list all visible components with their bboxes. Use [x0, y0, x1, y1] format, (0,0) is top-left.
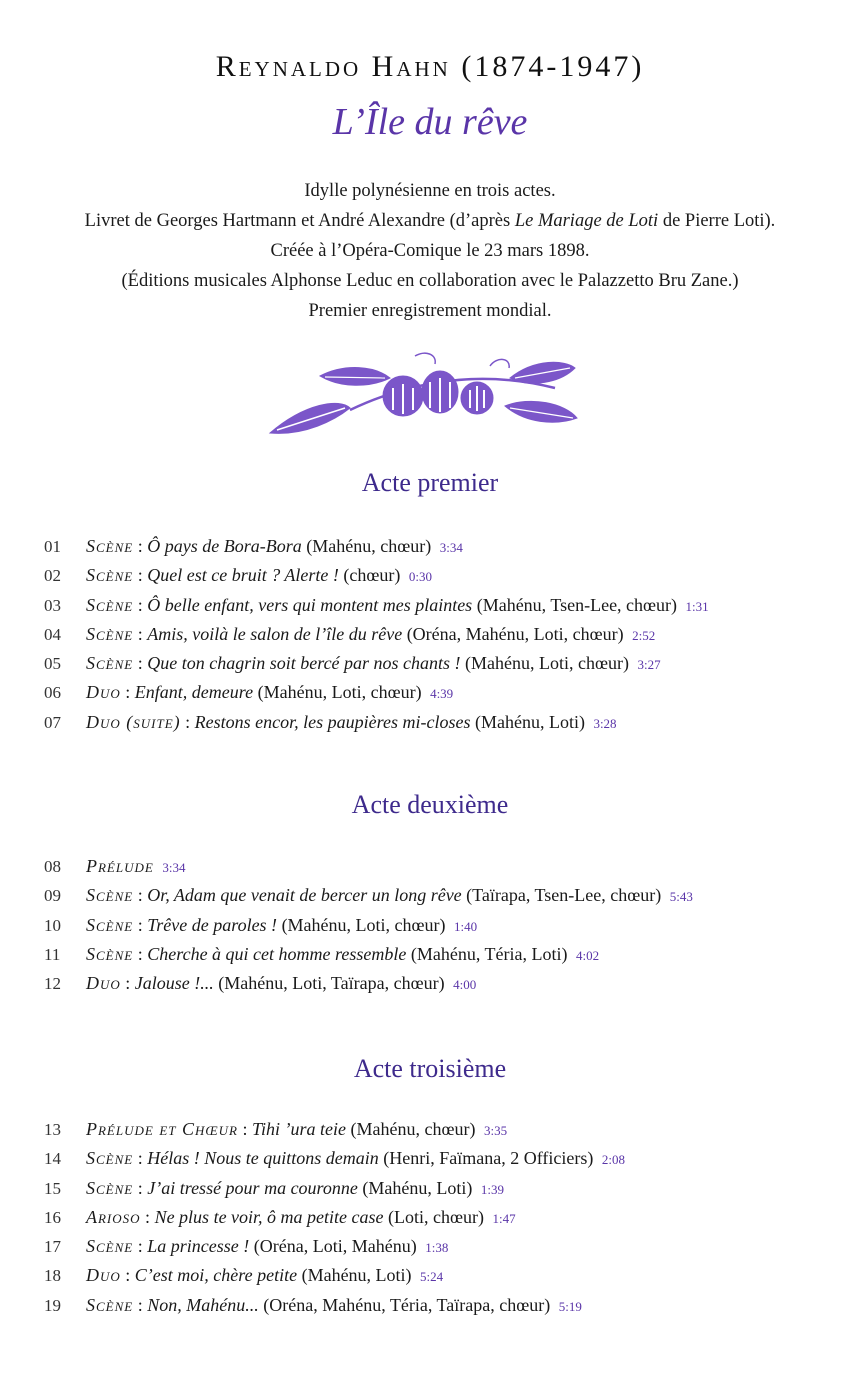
- track-cast: (Mahénu, Loti, chœur): [253, 682, 422, 703]
- track-duration: 1:39: [480, 1181, 504, 1197]
- track-entry: [86, 1203, 516, 1233]
- track-duration: 0:30: [408, 569, 432, 585]
- track-cast: (Loti, chœur): [383, 1206, 484, 1227]
- track-cast: (Taïrapa, Tsen-Lee, chœur): [461, 885, 662, 906]
- tracklist-act-1: [0, 532, 860, 737]
- track-separator: :: [133, 565, 148, 586]
- track-title: Tihi ’ura teie: [252, 1119, 347, 1139]
- track-type: Scène: [86, 594, 134, 615]
- track-entry: [86, 649, 661, 679]
- track-cast: (Mahénu, Loti): [357, 1177, 473, 1198]
- track-number: 12: [44, 974, 61, 994]
- track-type: Arioso: [86, 1206, 141, 1227]
- track-number: 02: [44, 566, 61, 586]
- track-number: 17: [44, 1237, 61, 1257]
- track-title: Ô belle enfant, vers qui montent mes plaintes: [147, 594, 473, 615]
- track-entry: [86, 1174, 504, 1204]
- track-separator: :: [120, 1265, 135, 1286]
- track-cast: (Mahénu, Loti): [470, 711, 585, 732]
- track-type: Scène: [86, 885, 134, 906]
- track-title: J’ai tressé pour ma couronne: [147, 1177, 358, 1198]
- track-separator: :: [133, 1148, 148, 1169]
- track-separator: :: [133, 943, 148, 964]
- track-type: Scène: [86, 1236, 134, 1257]
- track-row: [0, 1261, 860, 1290]
- track-cast: (Mahénu, chœur): [301, 536, 432, 556]
- track-number: 11: [44, 944, 61, 964]
- track-row: [0, 532, 860, 561]
- track-separator: :: [120, 973, 135, 994]
- track-entry: [86, 678, 453, 708]
- track-duration: 3:34: [162, 860, 186, 875]
- track-type: Prélude: [86, 856, 154, 876]
- track-row: [0, 852, 860, 881]
- intro-block: [0, 176, 860, 326]
- track-duration: 1:47: [492, 1210, 516, 1226]
- intro-libretto: Livret de Georges Hartmann et André Alexandre (d’après Le Mariage de Loti de Pierre Loti).: [84, 211, 776, 231]
- track-entry: [86, 532, 463, 562]
- track-cast: (Oréna, Loti, Mahénu): [249, 1236, 417, 1257]
- track-separator: :: [133, 1236, 148, 1257]
- track-type: Scène: [86, 1148, 134, 1169]
- track-title: Hélas ! Nous te quittons demain: [147, 1148, 379, 1169]
- track-number: 01: [44, 537, 61, 556]
- track-title: Que ton chagrin soit bercé par nos chants !: [147, 653, 461, 674]
- track-entry: [86, 1261, 443, 1291]
- track-entry: [86, 940, 599, 970]
- track-title: Jalouse !...: [134, 973, 214, 994]
- track-number: 14: [44, 1149, 61, 1169]
- work-title: L’Île du rêve: [332, 101, 528, 143]
- track-type: Scène: [86, 1177, 134, 1198]
- track-entry: [86, 1291, 582, 1321]
- track-row: [0, 1174, 860, 1203]
- track-entry: [86, 852, 185, 882]
- track-number: 07: [44, 712, 61, 732]
- track-title: La princesse !: [147, 1236, 250, 1257]
- track-row: [0, 969, 860, 998]
- track-type: Duo: [86, 1265, 121, 1286]
- track-separator: :: [133, 914, 148, 935]
- track-number: 10: [44, 915, 61, 935]
- track-cast: (Mahénu, Loti, chœur): [277, 914, 446, 935]
- track-title: Trêve de paroles !: [147, 914, 278, 935]
- track-title: Enfant, demeure: [134, 682, 254, 703]
- track-type: Prélude et Chœur: [86, 1119, 238, 1139]
- track-separator: :: [133, 1294, 148, 1315]
- track-cast: (chœur): [338, 565, 401, 586]
- intro-genre: Idylle polynésienne en trois actes.: [304, 181, 556, 201]
- track-type: Duo: [86, 682, 121, 703]
- track-entry: [86, 620, 655, 650]
- track-duration: 4:02: [575, 947, 600, 963]
- track-title: Cherche à qui cet homme ressemble: [147, 943, 407, 964]
- track-number: 19: [44, 1295, 61, 1315]
- track-separator: :: [133, 623, 148, 644]
- track-duration: 3:28: [593, 715, 617, 731]
- floral-vine-ornament: [265, 348, 585, 444]
- intro-premiere: Créée à l’Opéra-Comique le 23 mars 1898.: [270, 241, 590, 261]
- track-entry: [86, 1232, 448, 1262]
- track-separator: :: [120, 682, 135, 703]
- track-separator: :: [133, 653, 148, 674]
- tracklist-act-3: [0, 1115, 860, 1320]
- track-title: Or, Adam que venait de bercer un long rêve: [147, 885, 462, 906]
- track-cast: (Henri, Faïmana, 2 Officiers): [378, 1148, 594, 1169]
- track-number: 13: [44, 1120, 61, 1139]
- track-duration: 1:40: [454, 918, 478, 934]
- track-separator: :: [133, 536, 148, 556]
- tracklist-act-2: [0, 852, 860, 998]
- track-entry: [86, 1144, 625, 1174]
- intro-recording: Premier enregistrement mondial.: [308, 301, 552, 321]
- track-separator: :: [140, 1206, 155, 1227]
- track-row: [0, 678, 860, 707]
- track-duration: 3:34: [439, 540, 463, 555]
- track-row: [0, 1232, 860, 1261]
- track-number: 05: [44, 654, 61, 674]
- track-title: Non, Mahénu...: [147, 1294, 259, 1315]
- track-title: Ô pays de Bora-Bora: [147, 536, 302, 556]
- track-title: Ne plus te voir, ô ma petite case: [154, 1206, 384, 1227]
- act-heading-3: Acte troisième: [353, 1054, 507, 1083]
- track-number: 18: [44, 1266, 61, 1286]
- track-separator: :: [133, 594, 148, 615]
- track-number: 15: [44, 1178, 61, 1198]
- track-type: Duo: [86, 973, 121, 994]
- track-duration: 4:39: [430, 686, 454, 702]
- track-row: [0, 591, 860, 620]
- track-duration: 1:31: [685, 598, 709, 614]
- track-type: Scène: [86, 565, 134, 586]
- track-cast: (Mahénu, Téria, Loti): [406, 943, 568, 964]
- track-entry: [86, 911, 477, 941]
- track-cast: (Oréna, Mahénu, Loti, chœur): [402, 623, 624, 644]
- track-title: Restons encor, les paupières mi-closes: [194, 711, 471, 732]
- track-type: Scène: [86, 943, 134, 964]
- intro-edition: (Éditions musicales Alphonse Leduc en collaboration avec le Palazzetto Bru Zane.): [121, 271, 739, 291]
- track-row: [0, 911, 860, 940]
- track-duration: 5:24: [420, 1269, 444, 1285]
- track-type: Scène: [86, 536, 134, 556]
- track-separator: :: [133, 885, 148, 906]
- track-duration: 1:38: [425, 1240, 449, 1256]
- track-type: Scène: [86, 653, 134, 674]
- track-separator: :: [133, 1177, 148, 1198]
- track-number: 04: [44, 624, 61, 644]
- track-row: [0, 708, 860, 737]
- track-entry: [86, 708, 617, 738]
- track-row: [0, 940, 860, 969]
- track-duration: 4:00: [453, 977, 477, 993]
- track-cast: (Oréna, Mahénu, Téria, Taïrapa, chœur): [258, 1294, 551, 1315]
- track-row: [0, 1115, 860, 1144]
- track-row: [0, 620, 860, 649]
- track-row: [0, 649, 860, 678]
- track-cast: (Mahénu, Loti, Taïrapa, chœur): [213, 973, 445, 994]
- track-row: [0, 881, 860, 910]
- track-entry: [86, 591, 709, 621]
- track-cast: (Mahénu, Tsen-Lee, chœur): [472, 594, 678, 615]
- track-duration: 3:27: [637, 657, 661, 673]
- composer-heading: Reynaldo Hahn (1874-1947): [215, 50, 645, 83]
- track-title: Amis, voilà le salon de l’île du rêve: [147, 623, 403, 644]
- track-cast: (Mahénu, Loti): [297, 1265, 412, 1286]
- act-heading-1: Acte premier: [361, 468, 499, 497]
- track-duration: 2:08: [601, 1152, 625, 1168]
- track-duration: 5:19: [558, 1298, 582, 1314]
- track-number: 16: [44, 1207, 61, 1227]
- track-row: [0, 1144, 860, 1173]
- track-number: 08: [44, 857, 61, 876]
- track-row: [0, 561, 860, 590]
- track-separator: :: [180, 711, 195, 732]
- track-title: Quel est ce bruit ? Alerte !: [147, 565, 339, 586]
- track-row: [0, 1291, 860, 1320]
- track-entry: [86, 1115, 507, 1145]
- track-type: Scène: [86, 914, 134, 935]
- track-entry: [86, 561, 432, 591]
- track-number: 03: [44, 595, 61, 615]
- track-cast: (Mahénu, Loti, chœur): [460, 653, 629, 674]
- track-separator: :: [238, 1119, 253, 1139]
- track-entry: [86, 969, 476, 999]
- track-type: Scène: [86, 1294, 134, 1315]
- track-type: Scène: [86, 623, 134, 644]
- track-row: [0, 1203, 860, 1232]
- track-title: C’est moi, chère petite: [134, 1265, 298, 1286]
- track-type: Duo (suite): [86, 711, 181, 732]
- track-number: 06: [44, 683, 61, 703]
- track-duration: 2:52: [632, 627, 656, 643]
- track-duration: 3:35: [483, 1123, 508, 1138]
- track-entry: [86, 881, 693, 911]
- track-cast: (Mahénu, chœur): [346, 1119, 476, 1139]
- track-duration: 5:43: [669, 889, 693, 905]
- track-number: 09: [44, 886, 61, 906]
- act-heading-2: Acte deuxième: [351, 790, 509, 819]
